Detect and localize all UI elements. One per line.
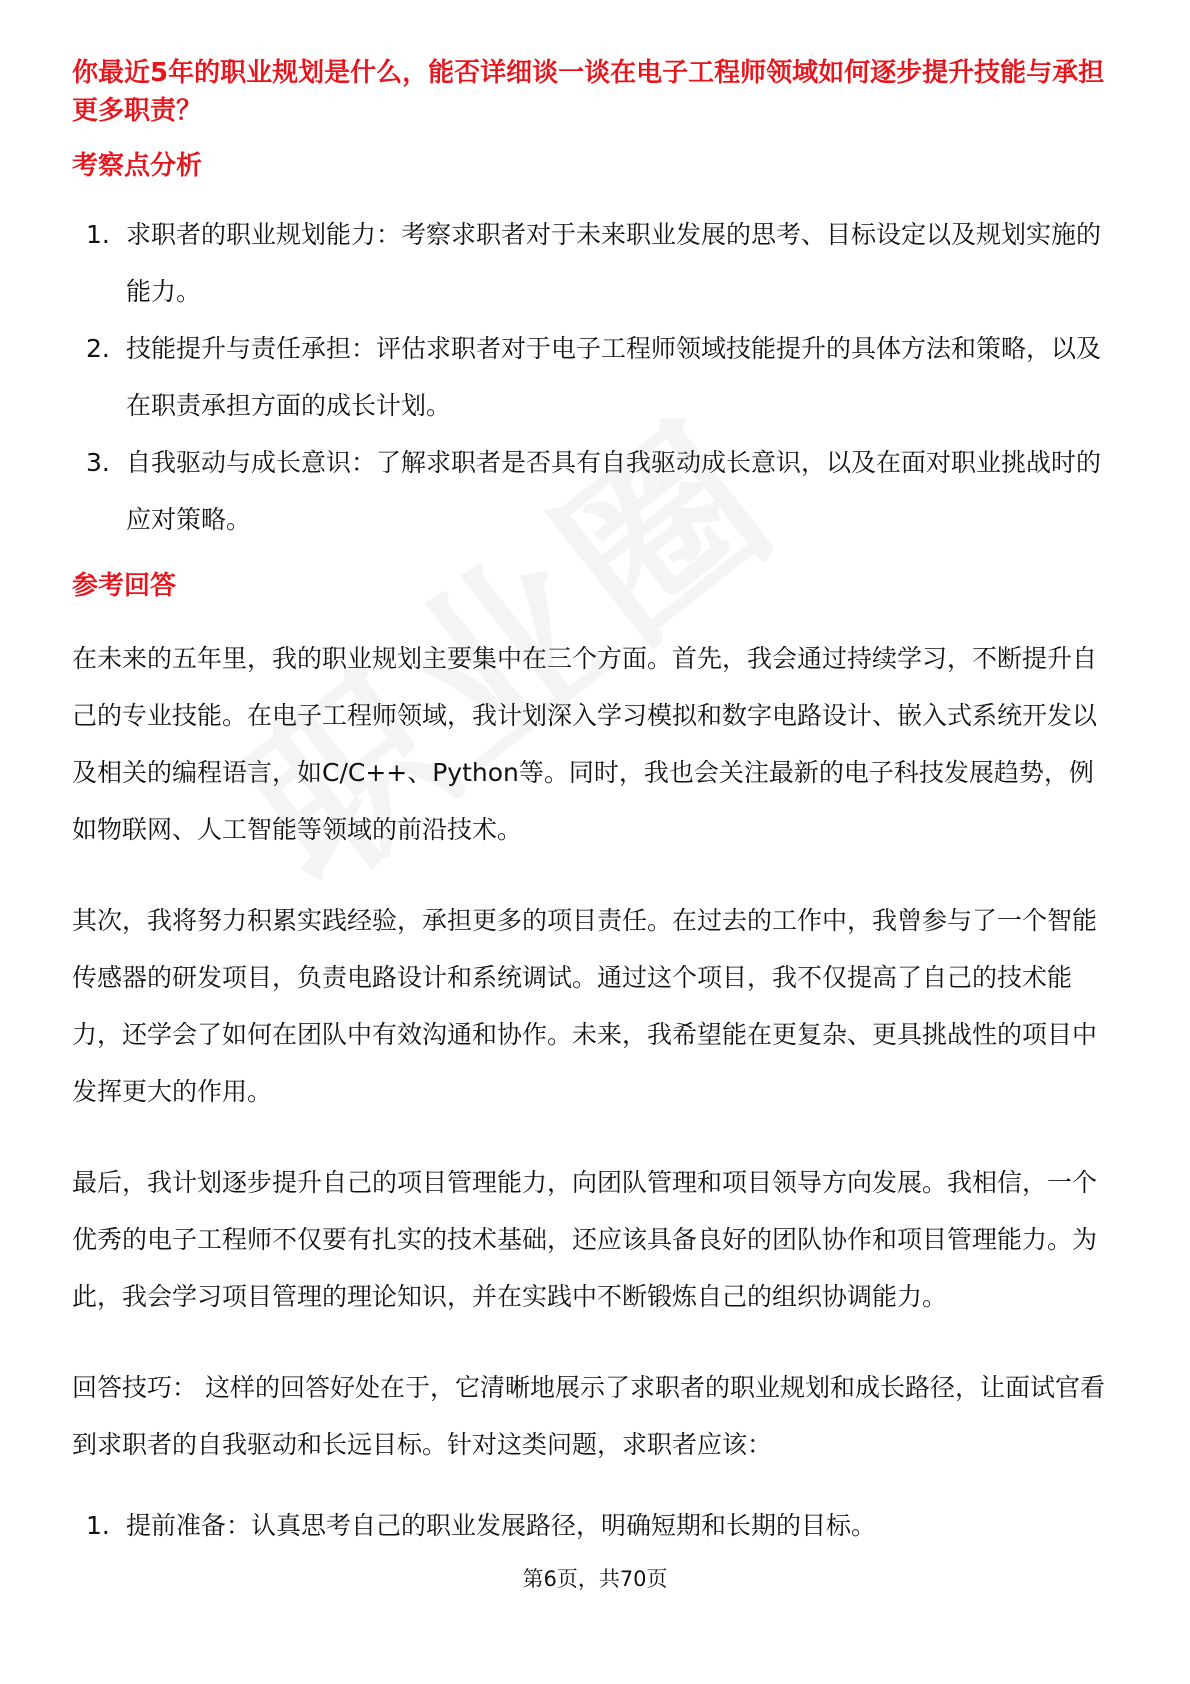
list-item bbox=[72, 206, 1118, 320]
list-number: 1. bbox=[86, 220, 110, 249]
list-item bbox=[72, 320, 1118, 434]
list-item-text: 自我驱动与成长意识：了解求职者是否具有自我驱动成长意识，以及在面对职业挑战时的应对策略。 bbox=[126, 448, 1102, 534]
page-footer: 第6页，共70页 bbox=[522, 1567, 668, 1591]
list-item-text: 技能提升与责任承担：评估求职者对于电子工程师领域技能提升的具体方法和策略，以及在职责承担方面的成长计划。 bbox=[126, 334, 1102, 420]
answer-paragraph: 最后，我计划逐步提升自己的项目管理能力，向团队管理和项目领导方向发展。我相信，一个优秀的电子工程师不仅要有扎实的技术基础，还应该具备良好的团队协作和项目管理能力。为此，我会学习项目管理的理论知识，并在实践中不断锻炼自己的组织协调能力。 bbox=[72, 1168, 1098, 1311]
list-item-text: 求职者的职业规划能力：考察求职者对于未来职业发展的思考、目标设定以及规划实施的能力。 bbox=[126, 220, 1102, 306]
answer-heading: 参考回答 bbox=[72, 571, 177, 601]
question-title: 你最近5年的职业规划是什么，能否详细谈一谈在电子工程师领域如何逐步提升技能与承担更多职责？ bbox=[72, 58, 1105, 126]
list-number: 1. bbox=[86, 1511, 110, 1540]
list-item bbox=[72, 1497, 1118, 1554]
document-body bbox=[72, 54, 1118, 1554]
list-item-text: 提前准备：认真思考自己的职业发展路径，明确短期和长期的目标。 bbox=[126, 1511, 877, 1540]
list-item bbox=[72, 434, 1118, 548]
answer-paragraph: 在未来的五年里，我的职业规划主要集中在三个方面。首先，我会通过持续学习，不断提升自己的专业技能。在电子工程师领域，我计划深入学习模拟和数字电路设计、嵌入式系统开发以及相关的编程语言，如C/C++、Python等。同时，我也会关注最新的电子科技发展趋势，例如物联网、人工智能等领域的前沿技术。 bbox=[72, 644, 1098, 844]
analysis-heading: 考察点分析 bbox=[72, 151, 203, 181]
list-number: 3. bbox=[86, 448, 110, 477]
tips-list bbox=[72, 1497, 1118, 1554]
list-number: 2. bbox=[86, 334, 110, 363]
analysis-list bbox=[72, 206, 1118, 548]
answer-tips-paragraph: 回答技巧： 这样的回答好处在于，它清晰地展示了求职者的职业规划和成长路径，让面试官看到求职者的自我驱动和长远目标。针对这类问题，求职者应该： bbox=[72, 1373, 1105, 1459]
answer-paragraph: 其次，我将努力积累实践经验，承担更多的项目责任。在过去的工作中，我曾参与了一个智能传感器的研发项目，负责电路设计和系统调试。通过这个项目，我不仅提高了自己的技术能力，还学会了如何在团队中有效沟通和协作。未来，我希望能在更复杂、更具挑战性的项目中发挥更大的作用。 bbox=[72, 906, 1098, 1106]
